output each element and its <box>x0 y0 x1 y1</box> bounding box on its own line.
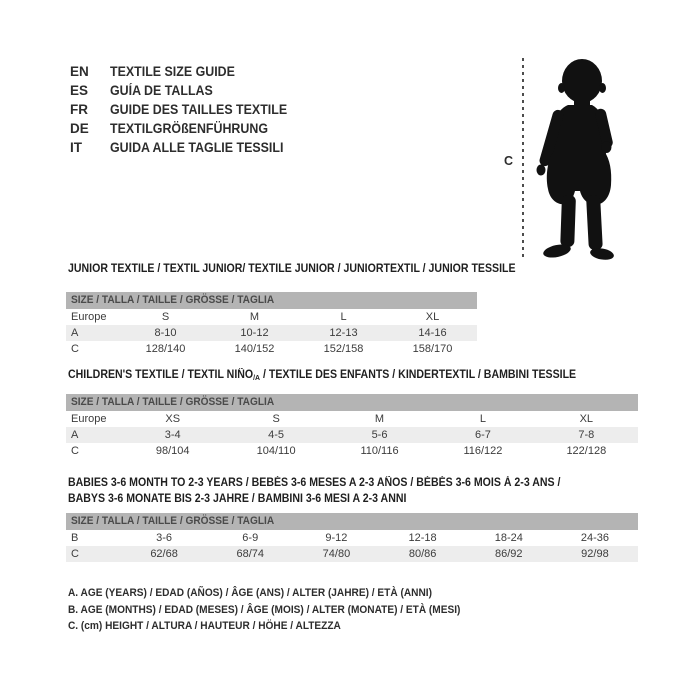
cell: XL <box>425 311 440 323</box>
size-header-bar <box>66 292 477 309</box>
height-measure-line <box>522 58 524 260</box>
cell: 158/170 <box>412 343 453 355</box>
junior-table-body <box>66 309 477 357</box>
cell: 98/104 <box>155 445 190 457</box>
language-label: TEXTILGRÖßENFÜHRUNG <box>110 121 269 136</box>
junior-size-table <box>66 292 477 357</box>
size-header-label: SIZE / TALLA / TAILLE / GRÖSSE / TAGLIA <box>71 294 275 306</box>
table-row <box>66 411 638 427</box>
language-code: FR <box>70 102 88 117</box>
babies-table-body <box>66 530 638 562</box>
cell: 8-10 <box>154 327 177 339</box>
babies-title-line1: BABIES 3-6 MONTH TO 2-3 YEARS / BEBÉS 3-6 MESES A 2-3 AÑOS / BÉBÉS 3-6 MOIS À 2-3 ANS / <box>68 477 561 489</box>
cell: 152/158 <box>323 343 364 355</box>
row-label: A <box>71 327 79 339</box>
cell: 14-16 <box>418 327 447 339</box>
cell: 68/74 <box>236 548 265 560</box>
row-label: C <box>71 445 79 457</box>
language-code: DE <box>70 121 89 136</box>
size-header-bar <box>66 513 638 530</box>
cell: 18-24 <box>494 532 523 544</box>
language-label: GUÍA DE TALLAS <box>110 83 213 98</box>
language-code: IT <box>70 140 82 155</box>
cell: 116/122 <box>463 445 503 457</box>
cell: L <box>479 413 486 425</box>
cell: S <box>161 311 170 323</box>
row-label: Europe <box>71 413 107 425</box>
cell: 140/152 <box>234 343 275 355</box>
language-code: EN <box>70 64 89 79</box>
title-part: / TEXTILE DES ENFANTS / KINDERTEXTIL / BAMBINI TESSILE <box>260 369 577 381</box>
cell: 86/92 <box>495 548 523 560</box>
cell: 128/140 <box>145 343 186 355</box>
cell: 6-7 <box>474 429 491 441</box>
row-label: A <box>71 429 79 441</box>
language-row-es <box>70 81 303 100</box>
table-row <box>66 325 477 341</box>
cell: 122/128 <box>566 445 607 457</box>
babies-size-table <box>66 513 638 562</box>
children-size-table <box>66 394 638 459</box>
language-label: GUIDE DES TAILLES TEXTILE <box>110 102 288 117</box>
cell: 3-6 <box>156 532 173 544</box>
children-table-title-text <box>68 369 576 384</box>
cell: 62/68 <box>150 548 178 560</box>
language-list <box>70 62 303 157</box>
row-label: Europe <box>71 311 107 323</box>
cell: 24-36 <box>580 532 610 544</box>
height-marker-label: C <box>504 154 514 168</box>
table-row <box>66 546 638 562</box>
note-a <box>68 585 495 602</box>
cell: 92/98 <box>581 548 609 560</box>
size-header-bar <box>66 394 638 411</box>
cell: 3-4 <box>164 429 181 441</box>
cell: 12-13 <box>329 327 358 339</box>
table-row <box>66 427 638 443</box>
note-c <box>68 618 495 635</box>
table-row <box>66 341 477 357</box>
size-header-label: SIZE / TALLA / TAILLE / GRÖSSE / TAGLIA <box>71 515 275 527</box>
cell: 9-12 <box>325 532 348 544</box>
note-b <box>68 602 495 619</box>
cell: 12-18 <box>408 532 437 544</box>
junior-table-title-text: JUNIOR TEXTILE / TEXTIL JUNIOR/ TEXTILE JUNIOR / JUNIORTEXTIL / JUNIOR TESSILE <box>68 263 516 275</box>
children-table-body <box>66 411 638 459</box>
cell: 74/80 <box>322 548 351 560</box>
children-table-title <box>68 369 620 384</box>
table-row <box>66 309 477 325</box>
cell: 6-9 <box>242 532 259 544</box>
row-label: C <box>71 343 79 355</box>
babies-table-title <box>68 475 603 507</box>
row-label: B <box>71 532 79 544</box>
cell: 110/116 <box>360 445 399 457</box>
cell: 4-5 <box>268 429 285 441</box>
note-a-text: A. AGE (YEARS) / EDAD (AÑOS) / ÂGE (ANS) / ALTER (JAHRE) / ETÀ (ANNI) <box>68 587 432 599</box>
legend-notes <box>68 585 495 635</box>
cell: S <box>272 413 280 425</box>
table-row <box>66 443 638 459</box>
cell: L <box>340 311 347 323</box>
cell: 10-12 <box>240 327 269 339</box>
language-label: TEXTILE SIZE GUIDE <box>110 64 235 79</box>
cell: XS <box>165 413 181 425</box>
junior-table-title <box>68 263 554 276</box>
title-part: CHILDREN'S TEXTILE / TEXTIL NIÑO <box>68 369 254 381</box>
cell: 104/110 <box>256 445 296 457</box>
note-c-text: C. (cm) HEIGHT / ALTURA / HAUTEUR / HÖHE / ALTEZZA <box>68 620 341 632</box>
baby-silhouette-icon <box>530 55 625 265</box>
babies-title-line2: BABYS 3-6 MONATE BIS 2-3 JAHRE / BAMBINI 3-6 MESI A 2-3 ANNI <box>68 493 407 505</box>
language-label: GUIDA ALLE TAGLIE TESSILI <box>110 140 284 155</box>
language-row-de <box>70 119 303 138</box>
cell: XL <box>579 413 594 425</box>
language-row-it <box>70 138 303 157</box>
language-code: ES <box>70 83 89 98</box>
table-row <box>66 530 638 546</box>
title-subscript: /A <box>253 373 261 382</box>
cell: M <box>249 311 260 323</box>
cell: M <box>374 413 385 425</box>
cell: 80/86 <box>408 548 437 560</box>
note-b-text: B. AGE (MONTHS) / EDAD (MESES) / ÂGE (MOIS) / ALTER (MONATE) / ETÀ (MESI) <box>68 603 461 616</box>
language-row-fr <box>70 100 303 119</box>
row-label: C <box>71 548 79 560</box>
language-row-en <box>70 62 303 81</box>
cell: 5-6 <box>371 429 388 441</box>
size-header-label: SIZE / TALLA / TAILLE / GRÖSSE / TAGLIA <box>71 396 275 408</box>
cell: 7-8 <box>578 429 595 441</box>
